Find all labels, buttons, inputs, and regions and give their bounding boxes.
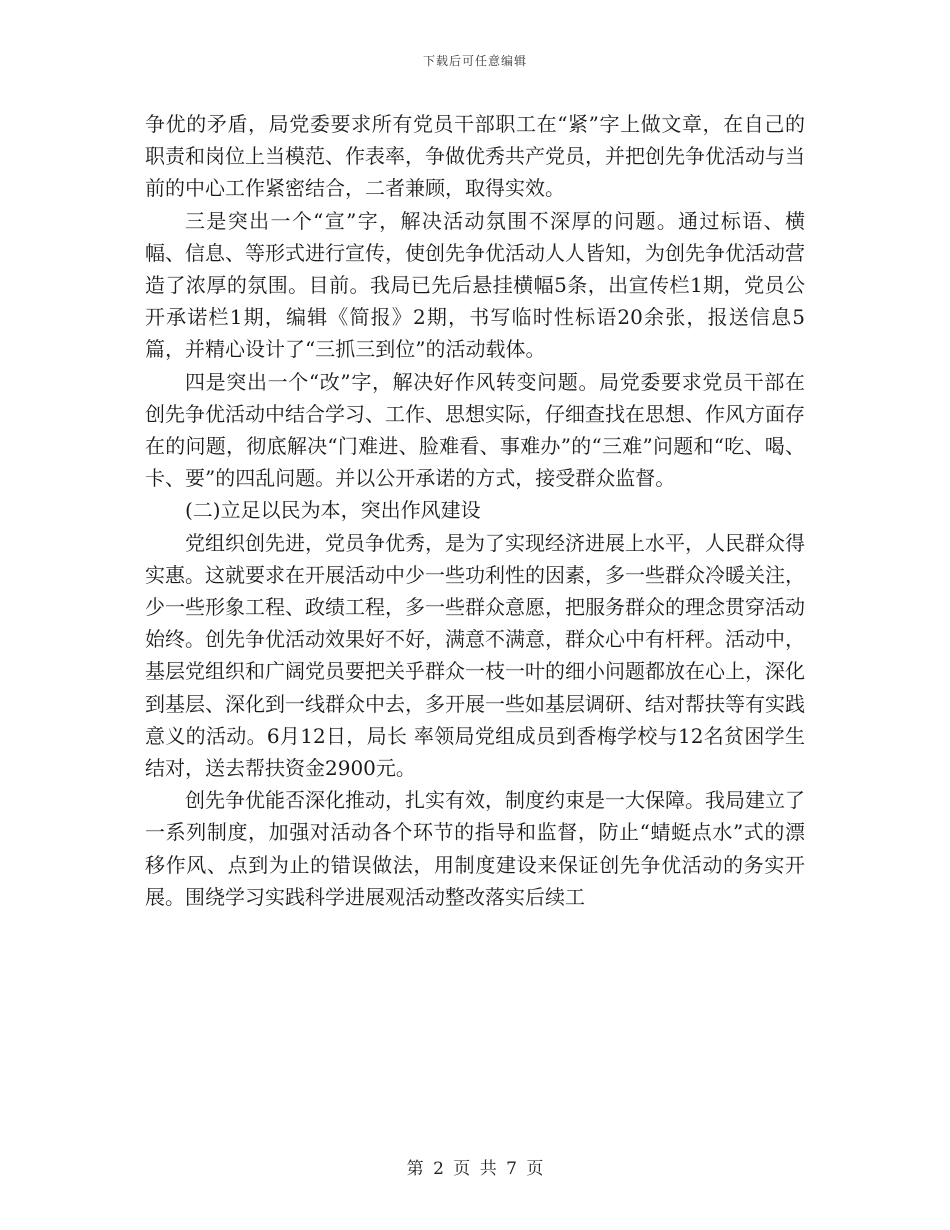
paragraph-continuation: 争优的矛盾，局党委要求所有党员干部职工在“紧”字上做文章，在自己的职责和岗位上当模范、作表率，争做优秀共产党员，并把创先争优活动与当前的中心工作紧密结合，二者兼顾，取得实效。 bbox=[145, 112, 805, 201]
paragraph-people: 党组织创先进，党员争优秀，是为了实现经济进展上水平，人民群众得实惠。这就要求在开展活动中少一些功利性的因素，多一些群众冷暖关注，少一些形象工程、政绩工程，多一些群众意愿，把服务群众的理念贯穿活动始终。创先争优活动效果好不好，满意不满意，群众心中有杆秤。活动中，基层党组织和广阔党员要把关乎群众一枝一叶的细小问题都放在心上，深化到基层、深化到一线群众中去，多开展一些如基层调研、结对帮扶等有实践意义的活动。6月12日，局长 率领局党组成员到香梅学校与12名贫困学生结对，送去帮扶资金2900元。 bbox=[145, 530, 805, 781]
paragraph-xuan: 三是突出一个“宣”字，解决活动氛围不深厚的问题。通过标语、横幅、信息、等形式进行宣传，使创先争优活动人人皆知，为创先争优活动营造了浓厚的氛围。目前。我局已先后悬挂横幅5条，出宣传栏1期，党员公开承诺栏1期，编辑《简报》2期，书写临时性标语20余张，报送信息5篇，并精心设计了“三抓三到位”的活动载体。 bbox=[145, 208, 805, 362]
page-number: 第 2 页 共 7 页 bbox=[406, 1159, 544, 1179]
paragraph-gai: 四是突出一个“改”字，解决好作风转变问题。局党委要求党员干部在创先争优活动中结合学习、工作、思想实际，仔细查找在思想、作风方面存在的问题，彻底解决“门难进、脸难看、事难办”的“三难”问题和“吃、喝、卡、要”的四乱问题。并以公开承诺的方式，接受群众监督。 bbox=[145, 369, 805, 491]
paragraph-system: 创先争优能否深化推动，扎实有效，制度约束是一大保障。我局建立了一系列制度，加强对活动各个环节的指导和监督，防止“蜻蜓点水”式的漂移作风、点到为止的错误做法，用制度建设来保证创先争优活动的务实开展。围绕学习实践科学进展观活动整改落实后续工 bbox=[145, 788, 805, 909]
section-heading: (二)立足以民为本，突出作风建设 bbox=[185, 498, 481, 523]
document-body bbox=[145, 108, 805, 913]
page-header-note: 下载后可任意编辑 bbox=[422, 54, 527, 68]
